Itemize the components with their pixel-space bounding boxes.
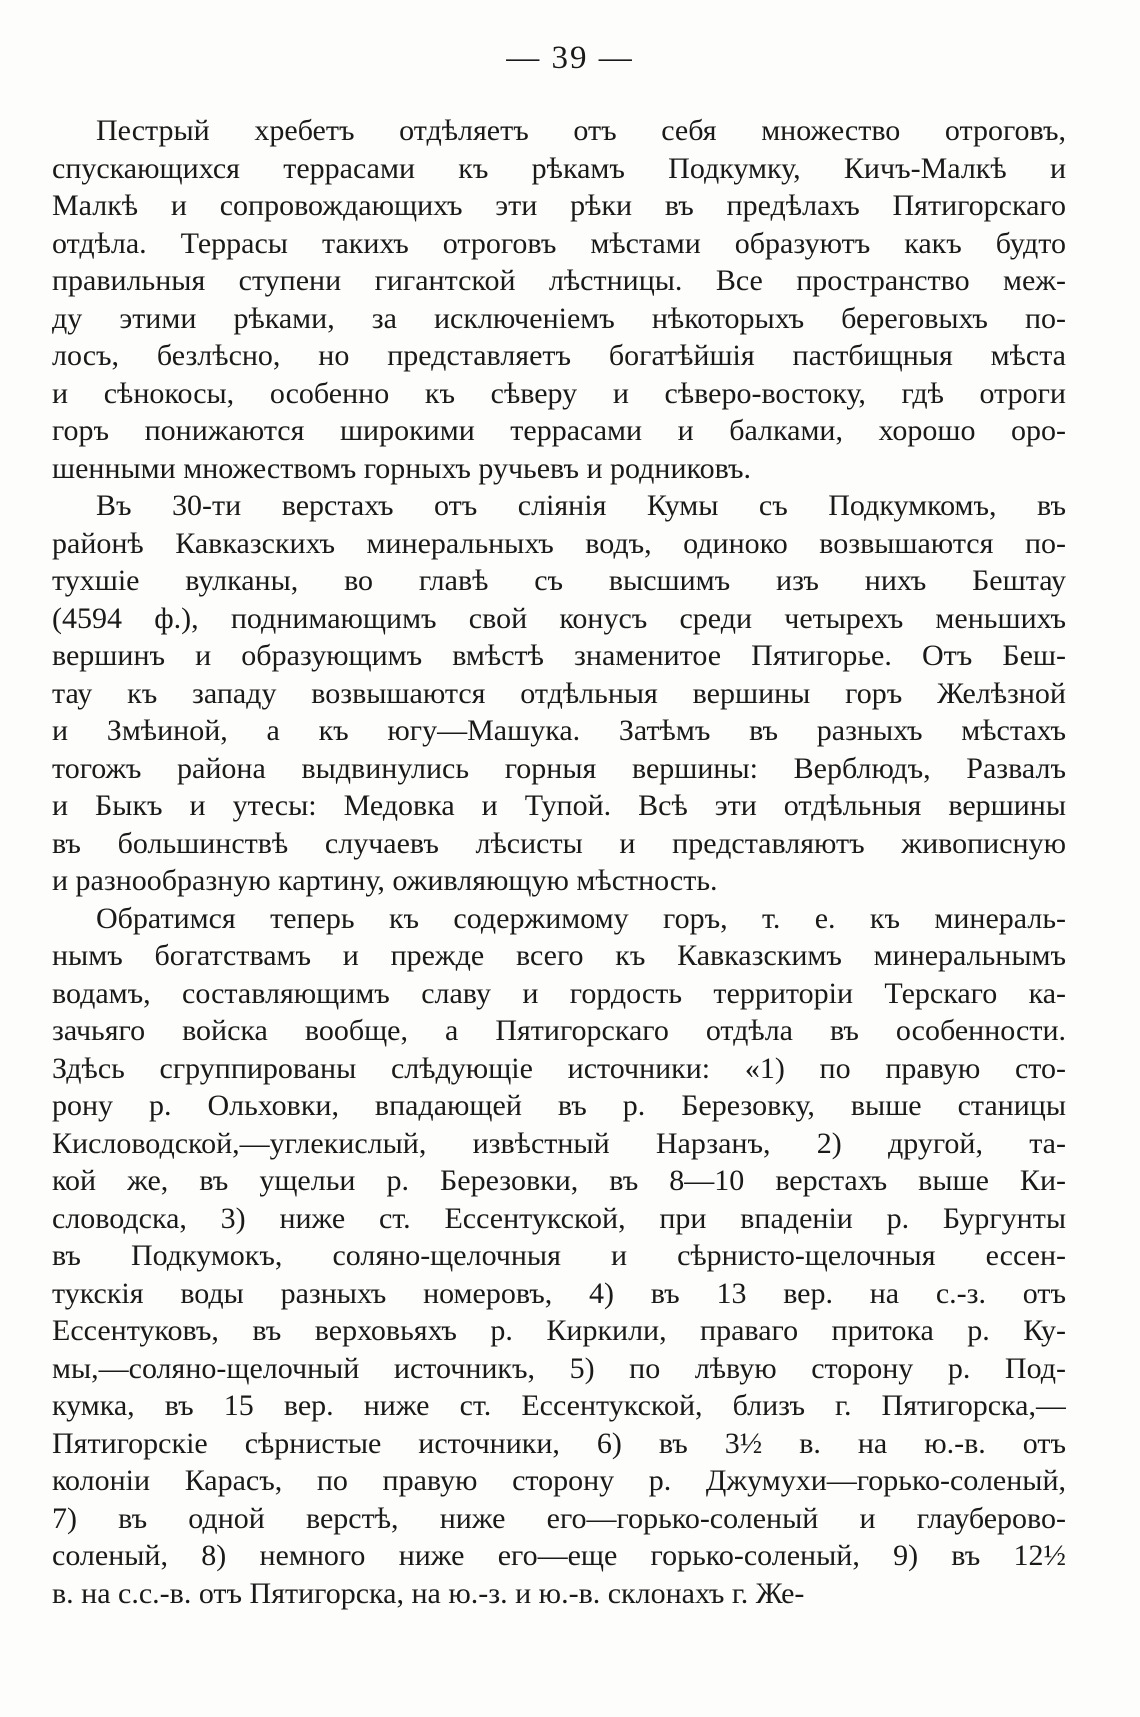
text-line: ду этими рѣками, за исключеніемъ нѣкоторыхъ береговыхъ по- bbox=[52, 301, 1066, 335]
text-line: нымъ богатствамъ и прежде всего къ Кавказскимъ минеральнымъ bbox=[52, 939, 1066, 972]
paragraph-mineral-waters bbox=[52, 900, 1066, 1613]
text-line: словодска, 3) ниже ст. Ессентукской, при впаденіи р. Бургунты bbox=[52, 1201, 1066, 1235]
text-line: шенными множествомъ горныхъ ручьевъ и родниковъ. bbox=[52, 451, 752, 485]
text-line: мы,—соляно-щелочный источникъ, 5) по лѣвую сторону р. Под- bbox=[52, 1351, 1066, 1385]
text-line: Пестрый хребетъ отдѣляетъ отъ себя множество отроговъ, bbox=[96, 114, 1066, 147]
text-line: тау къ западу возвышаются отдѣльныя вершины горъ Желѣзной bbox=[52, 676, 1066, 710]
paragraph-ridge bbox=[52, 112, 1066, 487]
text-line: и сѣнокосы, особенно къ сѣверу и сѣверо-востоку, гдѣ отроги bbox=[52, 376, 1066, 410]
text-line: Въ 30-ти верстахъ отъ слiянія Кумы съ Подкумкомъ, въ bbox=[96, 489, 1066, 522]
text-line: правильныя ступени гигантской лѣстницы. Все пространство меж- bbox=[52, 264, 1066, 297]
text-line: въ Подкумокъ, соляно-щелочныя и сѣрнисто-щелочныя ессен- bbox=[52, 1239, 1066, 1272]
text-line: Малкѣ и сопровождающихъ эти рѣки въ предѣлахъ Пятигорскаго bbox=[52, 189, 1066, 222]
page-number: — 39 — bbox=[506, 40, 634, 76]
text-line: водамъ, составляющимъ славу и гордость территоріи Терскаго ка- bbox=[52, 976, 1066, 1010]
text-line: горъ понижаются широкими террасами и балками, хорошо оро- bbox=[52, 414, 1066, 447]
text-line: спускающихся террасами къ рѣкамъ Подкумку, Кичъ-Малкѣ и bbox=[52, 151, 1066, 185]
text-line: районѣ Кавказскихъ минеральныхъ водъ, одиноко возвышаются по- bbox=[52, 526, 1066, 560]
text-line: 7) въ одной верстѣ, ниже его—горько-соленый и глауберово- bbox=[52, 1501, 1066, 1535]
text-line: и Быкъ и утесы: Медовка и Тупой. Всѣ эти отдѣльныя вершины bbox=[52, 789, 1066, 822]
text-line: тогожъ района выдвинулись горныя вершины: Верблюдъ, Развалъ bbox=[52, 751, 1066, 785]
text-line: кумка, въ 15 вер. ниже ст. Ессентукской, близъ г. Пятигорска,— bbox=[52, 1389, 1066, 1422]
text-line: вершинъ и образующимъ вмѣстѣ знаменитое Пятигорье. Отъ Беш- bbox=[52, 639, 1066, 672]
text-line: и Змѣиной, а къ югу—Машука. Затѣмъ въ разныхъ мѣстахъ bbox=[52, 714, 1066, 747]
body-text bbox=[52, 112, 1066, 1612]
text-line: въ большинствѣ случаевъ лѣсисты и представляютъ живописную bbox=[52, 826, 1066, 860]
text-line: Здѣсь сгруппированы слѣдующіе источники: «1) по правую сто- bbox=[52, 1051, 1066, 1085]
text-line: зачьяго войска вообще, а Пятигорскаго отдѣла въ особенности. bbox=[52, 1014, 1066, 1047]
text-line: соленый, 8) немного ниже его—еще горько-соленый, 9) въ 12½ bbox=[52, 1539, 1066, 1572]
text-line: кой же, въ ущельи р. Березовки, въ 8—10 верстахъ выше Ки- bbox=[52, 1164, 1066, 1197]
text-line: лосъ, безлѣсно, но представляетъ богатѣйшія пастбищныя мѣста bbox=[52, 339, 1066, 372]
text-line: Пятигорскіе сѣрнистые источники, 6) въ 3½ в. на ю.-в. отъ bbox=[52, 1426, 1066, 1460]
text-line: тукскія воды разныхъ номеровъ, 4) въ 13 вер. на с.-з. отъ bbox=[52, 1276, 1066, 1310]
text-line: отдѣла. Террасы такихъ отроговъ мѣстами образуютъ какъ будто bbox=[52, 226, 1066, 260]
text-line: Обратимся теперь къ содержимому горъ, т. е. къ минераль- bbox=[96, 901, 1066, 935]
text-line: Кисловодской,—углекислый, извѣстный Нарзанъ, 2) другой, та- bbox=[52, 1126, 1066, 1160]
text-line: в. на с.с.-в. отъ Пятигорска, на ю.-з. и ю.-в. склонахъ г. Же- bbox=[52, 1576, 805, 1610]
paragraph-volcanoes bbox=[52, 487, 1066, 900]
text-line: тухшіе вулканы, во главѣ съ высшимъ изъ нихъ Бештау bbox=[52, 564, 1066, 597]
text-line: (4594 ф.), поднимающимъ свой конусъ среди четырехъ меньшихъ bbox=[52, 601, 1066, 635]
text-line: рону р. Ольховки, впадающей въ р. Березовку, выше станицы bbox=[52, 1089, 1066, 1122]
text-line: колоніи Карасъ, по правую сторону р. Джумухи—горько-соленый, bbox=[52, 1464, 1066, 1497]
text-line: Ессентуковъ, въ верховьяхъ р. Киркили, праваго притока р. Ку- bbox=[52, 1314, 1066, 1347]
text-line: и разнообразную картину, оживляющую мѣстность. bbox=[52, 864, 718, 897]
